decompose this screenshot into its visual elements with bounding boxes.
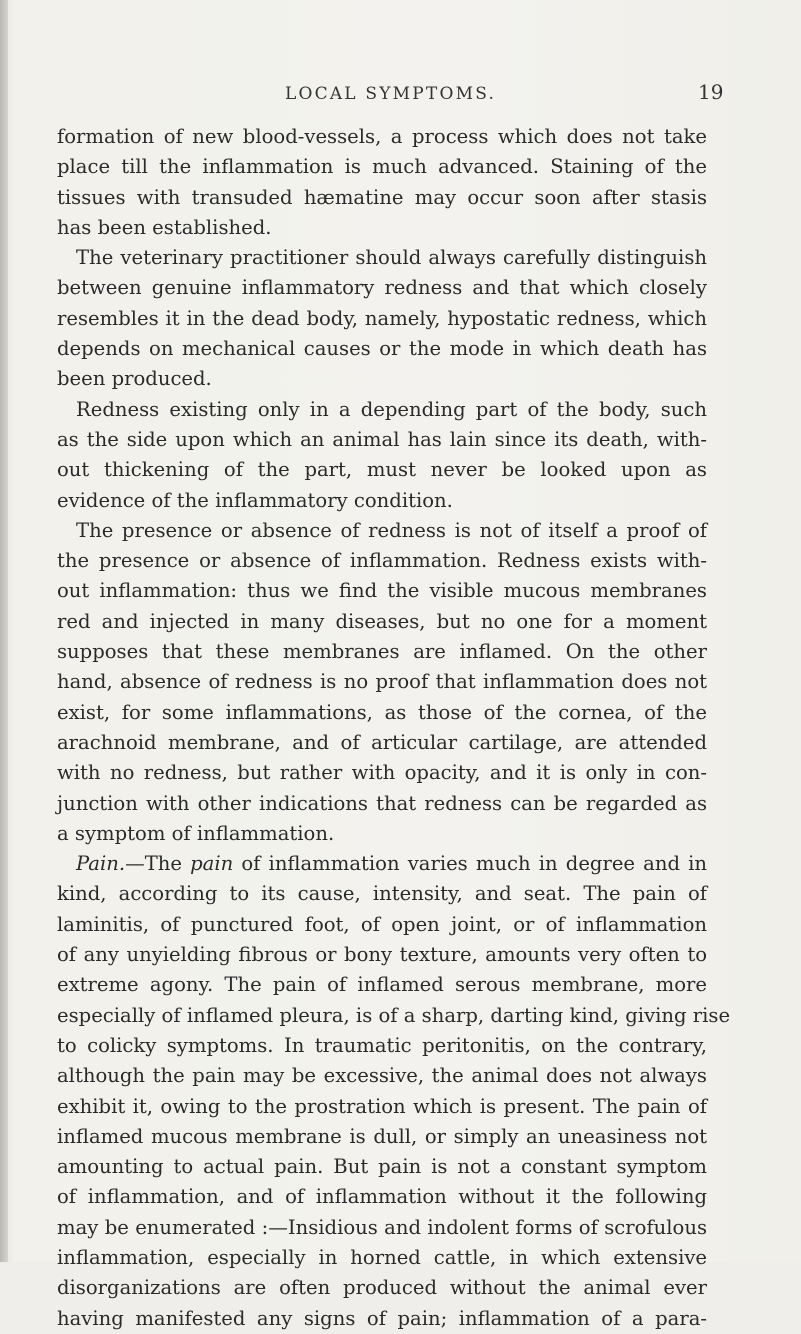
text-line: to colicky symptoms. In traumatic peritonitis, on the contrary, (57, 1033, 707, 1057)
running-head: LOCAL SYMPTOMS. (285, 84, 497, 104)
text-line: inflammation, especially in horned cattle, in which extensive (57, 1245, 707, 1269)
page-number: 19 (698, 80, 724, 104)
text-line: the presence or absence of inflammation. Redness exists with- (57, 549, 707, 573)
pain-italic-word: pain (190, 852, 234, 876)
text-line: out thickening of the part, must never be looked upon as (57, 458, 707, 482)
text-line: inflamed mucous membrane is dull, or simply an uneasiness not (57, 1124, 707, 1148)
text-line: formation of new blood-vessels, a process which does not take (57, 125, 707, 148)
text-line: amounting to actual pain. But pain is not a constant symptom (57, 1155, 707, 1179)
pain-dash: —The (125, 852, 191, 876)
pain-first-line-rest: of inflammation varies much in degree and in (233, 852, 708, 876)
pain-paragraph-first-line (57, 849, 707, 879)
text-line: of any unyielding fibrous or bony texture, amounts very often to (57, 943, 707, 967)
text-line: with no redness, but rather with opacity, and it is only in con- (57, 761, 707, 785)
body-text (57, 122, 731, 1334)
text-line: especially of inflamed pleura, is of a sharp, darting kind, giving rise (57, 1003, 731, 1027)
binding-edge (0, 0, 8, 1262)
text-line: laminitis, of punctured foot, of open joint, or of inflammation (57, 912, 707, 936)
text-line: exist, for some inflammations, as those of the cornea, of the (57, 700, 707, 724)
text-line: depends on mechanical causes or the mode in which death has (57, 337, 707, 361)
text-line: has been established. (57, 215, 272, 239)
text-line: as the side upon which an animal has lain since its death, with- (57, 427, 707, 451)
text-line: having manifested any signs of pain; inflammation of a para- (57, 1306, 707, 1330)
text-line: although the pain may be excessive, the animal does not always (57, 1064, 707, 1088)
text-line: The veterinary practitioner should always carefully distinguish (76, 246, 707, 270)
text-line: out inflammation: thus we find the visible mucous membranes (57, 579, 707, 603)
text-line: place till the inflammation is much advanced. Staining of the (57, 155, 707, 179)
text-line: The presence or absence of redness is not of itself a proof of (76, 518, 707, 542)
text-line: between genuine inflammatory redness and that which closely (57, 276, 707, 300)
text-line: a symptom of inflammation. (57, 821, 335, 845)
text-line: junction with other indications that redness can be regarded as (57, 791, 707, 815)
text-line: resembles it in the dead body, namely, hypostatic redness, which (57, 306, 707, 330)
text-line: disorganizations are often produced without the animal ever (57, 1276, 707, 1300)
text-line: extreme agony. The pain of inflamed serous membrane, more (57, 973, 707, 997)
text-line: supposes that these membranes are inflamed. On the other (57, 640, 707, 664)
text-line: hand, absence of redness is no proof that inflammation does not (57, 670, 707, 694)
text-line: of inflammation, and of inflammation without it the following (57, 1185, 707, 1209)
text-line: been produced. (57, 367, 212, 391)
text-line: arachnoid membrane, and of articular cartilage, are attended (57, 730, 707, 754)
text-line: Redness existing only in a depending part of the body, such (76, 397, 707, 421)
text-line: red and injected in many diseases, but no one for a moment (57, 609, 707, 633)
text-line: exhibit it, owing to the prostration which is present. The pain of (57, 1094, 707, 1118)
text-line: tissues with transuded hæmatine may occur soon after stasis (57, 185, 707, 209)
pain-heading: Pain. (76, 852, 126, 876)
text-line: kind, according to its cause, intensity, and seat. The pain of (57, 882, 707, 906)
text-line: may be enumerated :—Insidious and indolent forms of scrofulous (57, 1215, 707, 1239)
text-line: evidence of the inflammatory condition. (57, 488, 453, 512)
